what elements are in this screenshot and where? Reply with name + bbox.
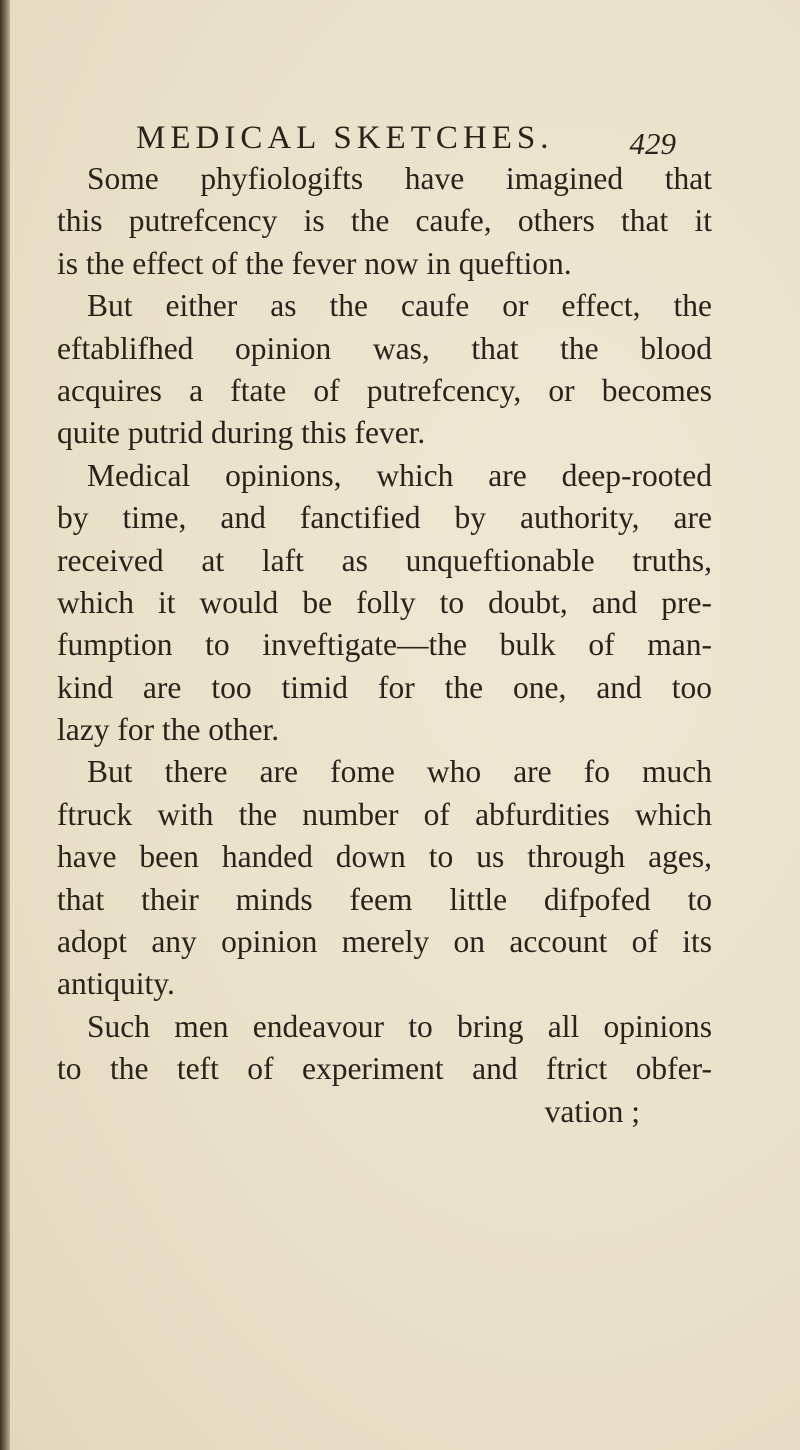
- text-line: kind are too timid for the one, and too: [57, 669, 712, 705]
- text-line: received at laft as unqueftionable truths,: [57, 542, 712, 578]
- text-line: which it would be folly to doubt, and pre-: [57, 584, 712, 620]
- text-line: eftablifhed opinion was, that the blood: [57, 330, 712, 366]
- text-line: have been handed down to us through ages,: [57, 839, 712, 875]
- text-line: by time, and fanctified by authority, are: [57, 500, 712, 536]
- text-line: this putrefcency is the caufe, others that it: [57, 203, 712, 239]
- page-number: 429: [629, 126, 676, 161]
- page-gutter: [0, 0, 10, 1450]
- text-line: to the teft of experiment and ftrict obfer-: [57, 1051, 712, 1087]
- text-line: acquires a ftate of putrefcency, or becomes: [57, 372, 712, 408]
- body-text: [57, 158, 712, 1133]
- text-line: fumption to inveftigate—the bulk of man-: [57, 627, 712, 663]
- text-line: Some phyfiologifts have imagined that: [87, 161, 712, 196]
- text-line: But either as the caufe or effect, the: [87, 288, 712, 324]
- text-line: adopt any opinion merely on account of its: [57, 924, 712, 960]
- text-line: Such men endeavour to bring all opinions: [87, 1008, 712, 1044]
- text-line: is the effect of the fever now in queftion.: [57, 245, 572, 281]
- text-line: antiquity.: [57, 966, 175, 1002]
- text-line: quite putrid during this fever.: [57, 415, 426, 451]
- catchword: vation ;: [544, 1093, 640, 1129]
- running-title: MEDICAL SKETCHES.: [136, 120, 554, 156]
- text-line: Medical opinions, which are deep-rooted: [87, 457, 712, 493]
- text-line: But there are fome who are fo much: [87, 754, 712, 790]
- text-line: that their minds feem little difpofed to: [57, 881, 712, 917]
- text-line: ftruck with the number of abfurdities which: [57, 796, 712, 832]
- text-line: lazy for the other.: [57, 712, 280, 748]
